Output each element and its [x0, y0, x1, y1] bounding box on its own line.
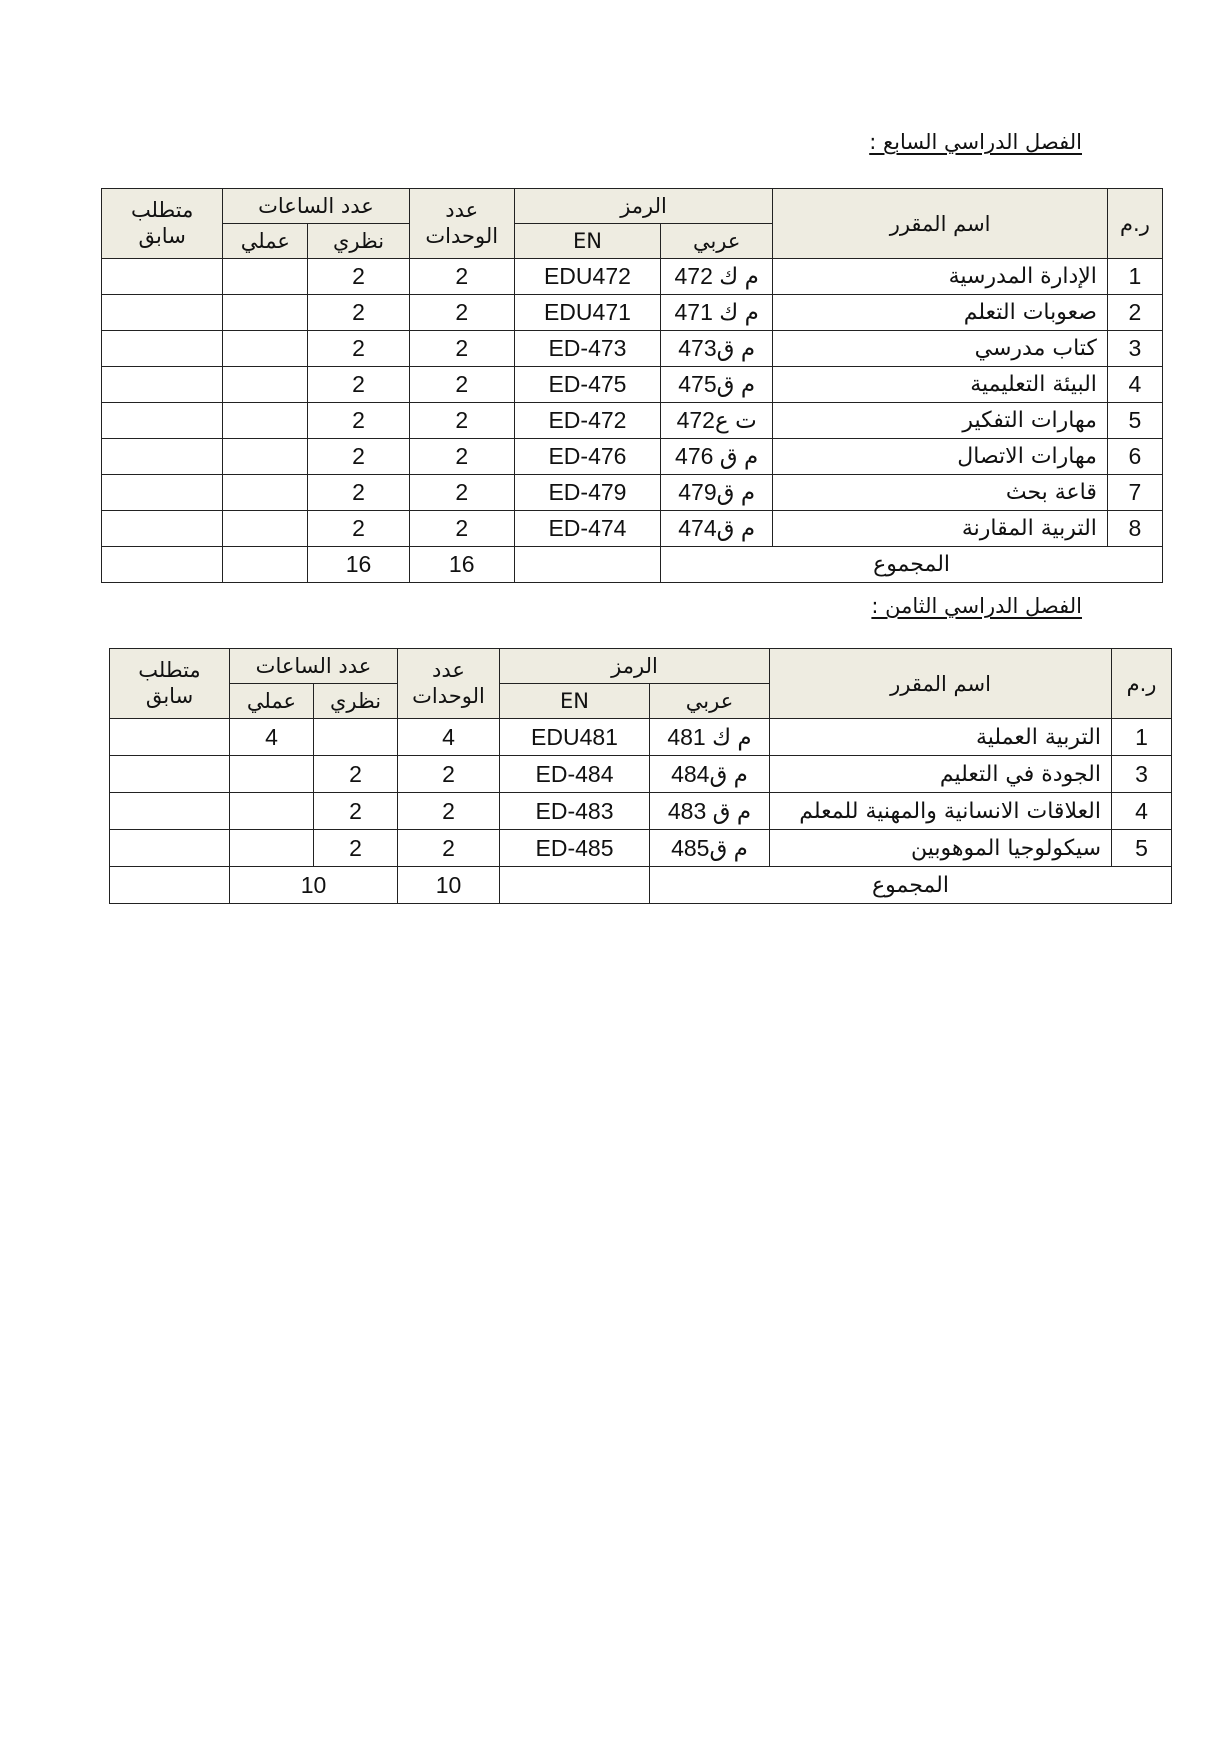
- header-code: الرمز: [514, 189, 772, 224]
- header-units-line2: الوحدات: [412, 683, 485, 708]
- cell-theory: [314, 719, 398, 756]
- total-units: 16: [409, 547, 514, 583]
- total-code-en-empty: [514, 547, 660, 583]
- cell-code-en: ED-484: [500, 756, 650, 793]
- cell-code-ar: م ق 483: [650, 793, 770, 830]
- total-hours: 16: [308, 547, 409, 583]
- cell-course-name: مهارات الاتصال: [773, 439, 1108, 475]
- cell-practical: [230, 756, 314, 793]
- header-theory: نظري: [314, 684, 398, 719]
- cell-theory: 2: [308, 439, 409, 475]
- cell-theory: 2: [308, 331, 409, 367]
- total-label: المجموع: [661, 547, 1163, 583]
- cell-prereq: [110, 719, 230, 756]
- cell-units: 2: [398, 793, 500, 830]
- cell-code-en: ED-475: [514, 367, 660, 403]
- cell-prereq: [102, 403, 223, 439]
- header-hours: عدد الساعات: [230, 649, 398, 684]
- cell-course-name: الإدارة المدرسية: [773, 259, 1108, 295]
- header-prereq-line1: متطلب: [130, 198, 194, 223]
- cell-rm: 8: [1107, 511, 1162, 547]
- cell-practical: [223, 259, 308, 295]
- cell-code-ar: م ق484: [650, 756, 770, 793]
- cell-theory: 2: [308, 367, 409, 403]
- table-row: [102, 367, 1163, 403]
- table-row: [102, 331, 1163, 367]
- table-row: [102, 439, 1163, 475]
- cell-code-ar: م ق485: [650, 830, 770, 867]
- cell-units: 2: [398, 756, 500, 793]
- cell-practical: [223, 475, 308, 511]
- cell-code-ar: م ق475: [661, 367, 773, 403]
- table-row: [102, 475, 1163, 511]
- table-row: [102, 403, 1163, 439]
- cell-prereq: [102, 331, 223, 367]
- cell-practical: [230, 793, 314, 830]
- cell-course-name: كتاب مدرسي: [773, 331, 1108, 367]
- cell-practical: [223, 295, 308, 331]
- semester-8-title: الفصل الدراسي الثامن :: [871, 594, 1082, 618]
- cell-prereq: [102, 295, 223, 331]
- cell-code-en: ED-472: [514, 403, 660, 439]
- cell-practical: [223, 367, 308, 403]
- table-row: [102, 511, 1163, 547]
- cell-prereq: [102, 475, 223, 511]
- cell-practical: [223, 403, 308, 439]
- cell-rm: 6: [1107, 439, 1162, 475]
- header-practical: عملي: [230, 684, 314, 719]
- header-code: الرمز: [500, 649, 770, 684]
- cell-rm: 4: [1112, 793, 1172, 830]
- cell-course-name: التربية العملية: [770, 719, 1112, 756]
- cell-theory: 2: [308, 259, 409, 295]
- total-row: [110, 867, 1172, 904]
- header-hours: عدد الساعات: [223, 189, 409, 224]
- cell-prereq: [110, 793, 230, 830]
- cell-theory: 2: [308, 475, 409, 511]
- cell-prereq: [110, 756, 230, 793]
- cell-code-ar: م ك 472: [661, 259, 773, 295]
- cell-course-name: البيئة التعليمية: [773, 367, 1108, 403]
- cell-units: 2: [409, 367, 514, 403]
- cell-prereq: [102, 439, 223, 475]
- cell-units: 2: [398, 830, 500, 867]
- cell-course-name: صعوبات التعلم: [773, 295, 1108, 331]
- header-course-name: اسم المقرر: [773, 189, 1108, 259]
- cell-code-en: ED-483: [500, 793, 650, 830]
- cell-course-name: سيكولوجيا الموهوبين: [770, 830, 1112, 867]
- table-row: [110, 830, 1172, 867]
- cell-units: 2: [409, 475, 514, 511]
- cell-code-en: EDU472: [514, 259, 660, 295]
- cell-code-ar: م ق 476: [661, 439, 773, 475]
- header-code-en: EN: [500, 684, 650, 719]
- cell-units: 2: [409, 511, 514, 547]
- cell-course-name: العلاقات الانسانية والمهنية للمعلم: [770, 793, 1112, 830]
- cell-practical: [223, 439, 308, 475]
- cell-rm: 5: [1107, 403, 1162, 439]
- cell-rm: 2: [1107, 295, 1162, 331]
- total-prereq-empty: [102, 547, 223, 583]
- total-row: [102, 547, 1163, 583]
- total-units: 10: [398, 867, 500, 904]
- cell-prereq: [110, 830, 230, 867]
- cell-course-name: التربية المقارنة: [773, 511, 1108, 547]
- header-code-ar: عربي: [650, 684, 770, 719]
- header-units-line1: عدد: [432, 658, 465, 683]
- cell-code-ar: ت ع472: [661, 403, 773, 439]
- header-course-name: اسم المقرر: [770, 649, 1112, 719]
- cell-prereq: [102, 259, 223, 295]
- cell-practical: 4: [230, 719, 314, 756]
- semester-7-title: الفصل الدراسي السابع :: [869, 130, 1082, 154]
- header-units: [398, 649, 500, 719]
- cell-rm: 3: [1112, 756, 1172, 793]
- header-units: [409, 189, 514, 259]
- semester-7-table: [101, 188, 1163, 583]
- cell-units: 2: [409, 331, 514, 367]
- total-label: المجموع: [650, 867, 1172, 904]
- cell-theory: 2: [308, 295, 409, 331]
- header-units-line1: عدد: [445, 198, 479, 223]
- cell-practical: [223, 331, 308, 367]
- cell-units: 2: [409, 403, 514, 439]
- total-code-en-empty: [500, 867, 650, 904]
- cell-units: 2: [409, 259, 514, 295]
- cell-theory: 2: [314, 793, 398, 830]
- cell-code-ar: م ق473: [661, 331, 773, 367]
- cell-practical: [230, 830, 314, 867]
- header-practical: عملي: [223, 224, 308, 259]
- cell-code-en: ED-474: [514, 511, 660, 547]
- cell-code-en: ED-476: [514, 439, 660, 475]
- semester-8-table: [109, 648, 1172, 904]
- header-rm: ر.م: [1107, 189, 1162, 259]
- cell-code-en: ED-473: [514, 331, 660, 367]
- cell-theory: 2: [314, 830, 398, 867]
- header-code-en: EN: [514, 224, 660, 259]
- cell-prereq: [102, 511, 223, 547]
- total-prereq-empty: [110, 867, 230, 904]
- header-code-ar: عربي: [661, 224, 773, 259]
- cell-rm: 1: [1112, 719, 1172, 756]
- cell-units: 4: [398, 719, 500, 756]
- cell-code-en: EDU481: [500, 719, 650, 756]
- cell-rm: 5: [1112, 830, 1172, 867]
- table-row: [110, 719, 1172, 756]
- header-prereq-line1: متطلب: [138, 658, 201, 683]
- table-row: [102, 259, 1163, 295]
- header-units-line2: الوحدات: [425, 223, 499, 248]
- cell-course-name: قاعة بحث: [773, 475, 1108, 511]
- cell-rm: 1: [1107, 259, 1162, 295]
- cell-code-ar: م ك 481: [650, 719, 770, 756]
- total-hours: 10: [230, 867, 398, 904]
- cell-practical: [223, 511, 308, 547]
- cell-units: 2: [409, 439, 514, 475]
- cell-code-ar: م ك 471: [661, 295, 773, 331]
- cell-theory: 2: [308, 403, 409, 439]
- header-prereq: [110, 649, 230, 719]
- header-prereq-line2: سابق: [145, 683, 194, 708]
- cell-course-name: مهارات التفكير: [773, 403, 1108, 439]
- header-rm: ر.م: [1112, 649, 1172, 719]
- table-row: [110, 756, 1172, 793]
- cell-code-ar: م ق479: [661, 475, 773, 511]
- cell-theory: 2: [308, 511, 409, 547]
- table-row: [110, 793, 1172, 830]
- cell-code-en: ED-479: [514, 475, 660, 511]
- table-row: [102, 295, 1163, 331]
- cell-theory: 2: [314, 756, 398, 793]
- cell-rm: 4: [1107, 367, 1162, 403]
- cell-code-en: ED-485: [500, 830, 650, 867]
- header-prereq-line2: سابق: [138, 223, 186, 248]
- cell-rm: 7: [1107, 475, 1162, 511]
- cell-code-ar: م ق474: [661, 511, 773, 547]
- header-prereq: [102, 189, 223, 259]
- cell-course-name: الجودة في التعليم: [770, 756, 1112, 793]
- cell-units: 2: [409, 295, 514, 331]
- cell-rm: 3: [1107, 331, 1162, 367]
- header-theory: نظري: [308, 224, 409, 259]
- total-practical-empty: [223, 547, 308, 583]
- cell-prereq: [102, 367, 223, 403]
- cell-code-en: EDU471: [514, 295, 660, 331]
